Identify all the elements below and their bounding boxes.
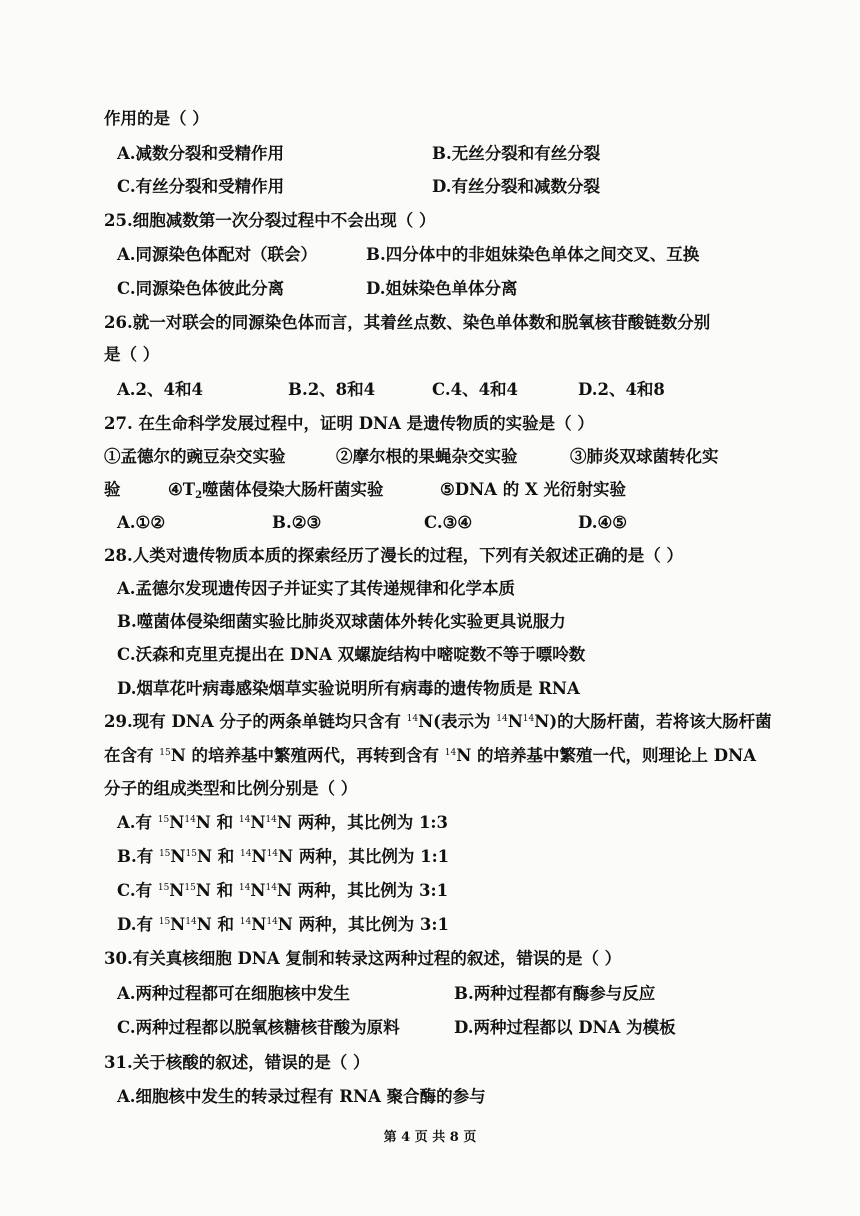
q28-option-d: D.烟草花叶病毒感染烟草实验说明所有病毒的遗传物质是 RNA (117, 679, 580, 698)
q29-option-b: B.有 $^{15}N^{15}N$ 和 $^{14}N^{14}N$ 两种，其比例为 1:1 (117, 847, 450, 866)
q29-stem-line1: 29.现有 DNA 分子的两条单链均只含有 $^{14}$N(表示为 $^{14}N^{14}N$)的大肠杆菌，若将该大肠杆菌 (104, 712, 772, 731)
q27-item-4: $④T_2$噬菌体侵染大肠杆菌实验 (168, 480, 384, 501)
q26-option-c: C.4、4和4 (432, 380, 519, 399)
q24-option-d: D.有丝分裂和减数分裂 (432, 177, 600, 196)
q24-option-b: B.无丝分裂和有丝分裂 (432, 144, 601, 163)
q30-option-a: A.两种过程都可在细胞核中发生 (117, 984, 351, 1003)
q30-option-d: D.两种过程都以 DNA 为模板 (454, 1018, 676, 1037)
q27-item-2: ②摩尔根的果蝇杂交实验 (336, 447, 518, 466)
q26-option-a: A.2、4和4 (117, 380, 203, 399)
q25-stem: 25.细胞减数第一次分裂过程中不会出现（ ） (104, 211, 436, 230)
page-number-footer: 第 4 页 共 8 页 (383, 1130, 477, 1145)
q30-option-b: B.两种过程都有酶参与反应 (454, 984, 656, 1003)
q27-item-3: ③肺炎双球菌转化实 (570, 447, 719, 466)
q26-option-d: D.2、4和8 (578, 380, 665, 399)
q31-option-a: A.细胞核中发生的转录过程有 RNA 聚合酶的参与 (117, 1087, 486, 1106)
q25-option-b: B.四分体中的非姐妹染色单体之间交叉、互换 (366, 245, 700, 264)
q24-option-c: C.有丝分裂和受精作用 (117, 177, 285, 196)
q25-option-a: A.同源染色体配对（联会） (117, 245, 318, 264)
q29-stem-line2: 在含有 $^{15}$N 的培养基中繁殖两代，再转到含有 $^{14}$N 的培养基中繁殖一代，则理论上 DNA (104, 746, 756, 765)
q29-option-d: D.有 $^{15}N^{14}N$ 和 $^{14}N^{14}N$ 两种，其比例为 3:1 (117, 915, 449, 934)
q29-option-a: A.有 $^{15}N^{14}N$ 和 $^{14}N^{14}N$ 两种，其比例为 1:3 (117, 813, 448, 832)
q28-stem: 28.人类对遗传物质本质的探索经历了漫长的过程，下列有关叙述正确的是（ ） (104, 546, 683, 565)
q31-stem: 31.关于核酸的叙述，错误的是（ ） (104, 1053, 370, 1072)
q27-option-a: A.①② (117, 513, 166, 532)
q29-option-c: C.有 $^{15}N^{15}N$ 和 $^{14}N^{14}N$ 两种，其比例为 3:1 (117, 881, 449, 900)
q24-option-a: A.减数分裂和受精作用 (117, 144, 285, 163)
q24-stem-tail: 作用的是（ ） (104, 109, 209, 128)
q28-option-b: B.噬菌体侵染细菌实验比肺炎双球菌体外转化实验更具说服力 (117, 612, 566, 631)
q29-stem-line3: 分子的组成类型和比例分别是（ ） (104, 779, 358, 798)
q26-stem-line2: 是（ ） (104, 345, 160, 364)
q27-item-5: ⑤DNA 的 X 光衍射实验 (440, 480, 627, 499)
q25-option-c: C.同源染色体彼此分离 (117, 279, 285, 298)
q27-option-c: C.③④ (424, 513, 473, 532)
q27-option-b: B.②③ (272, 513, 322, 532)
q30-stem: 30.有关真核细胞 DNA 复制和转录这两种过程的叙述，错误的是（ ） (104, 949, 622, 968)
q27-option-d: D.④⑤ (578, 513, 628, 532)
q30-option-c: C.两种过程都以脱氧核糖核苷酸为原料 (117, 1018, 400, 1037)
q28-option-a: A.孟德尔发现遗传因子并证实了其传递规律和化学本质 (117, 579, 516, 598)
q28-option-c: C.沃森和克里克提出在 DNA 双螺旋结构中嘧啶数不等于嘌呤数 (117, 645, 586, 664)
q25-option-d: D.姐妹染色单体分离 (366, 279, 518, 298)
q27-stem: 27. 在生命科学发展过程中，证明 DNA 是遗传物质的实验是（ ） (104, 414, 594, 433)
q26-stem-line1: 26.就一对联会的同源染色体而言，其着丝点数、染色单体数和脱氧核苷酸链数分别 (104, 313, 711, 332)
q26-option-b: B.2、8和4 (288, 380, 376, 399)
q27-item-1: ①孟德尔的豌豆杂交实验 (104, 447, 286, 466)
q27-item-3-wrap: 验 (104, 480, 121, 499)
